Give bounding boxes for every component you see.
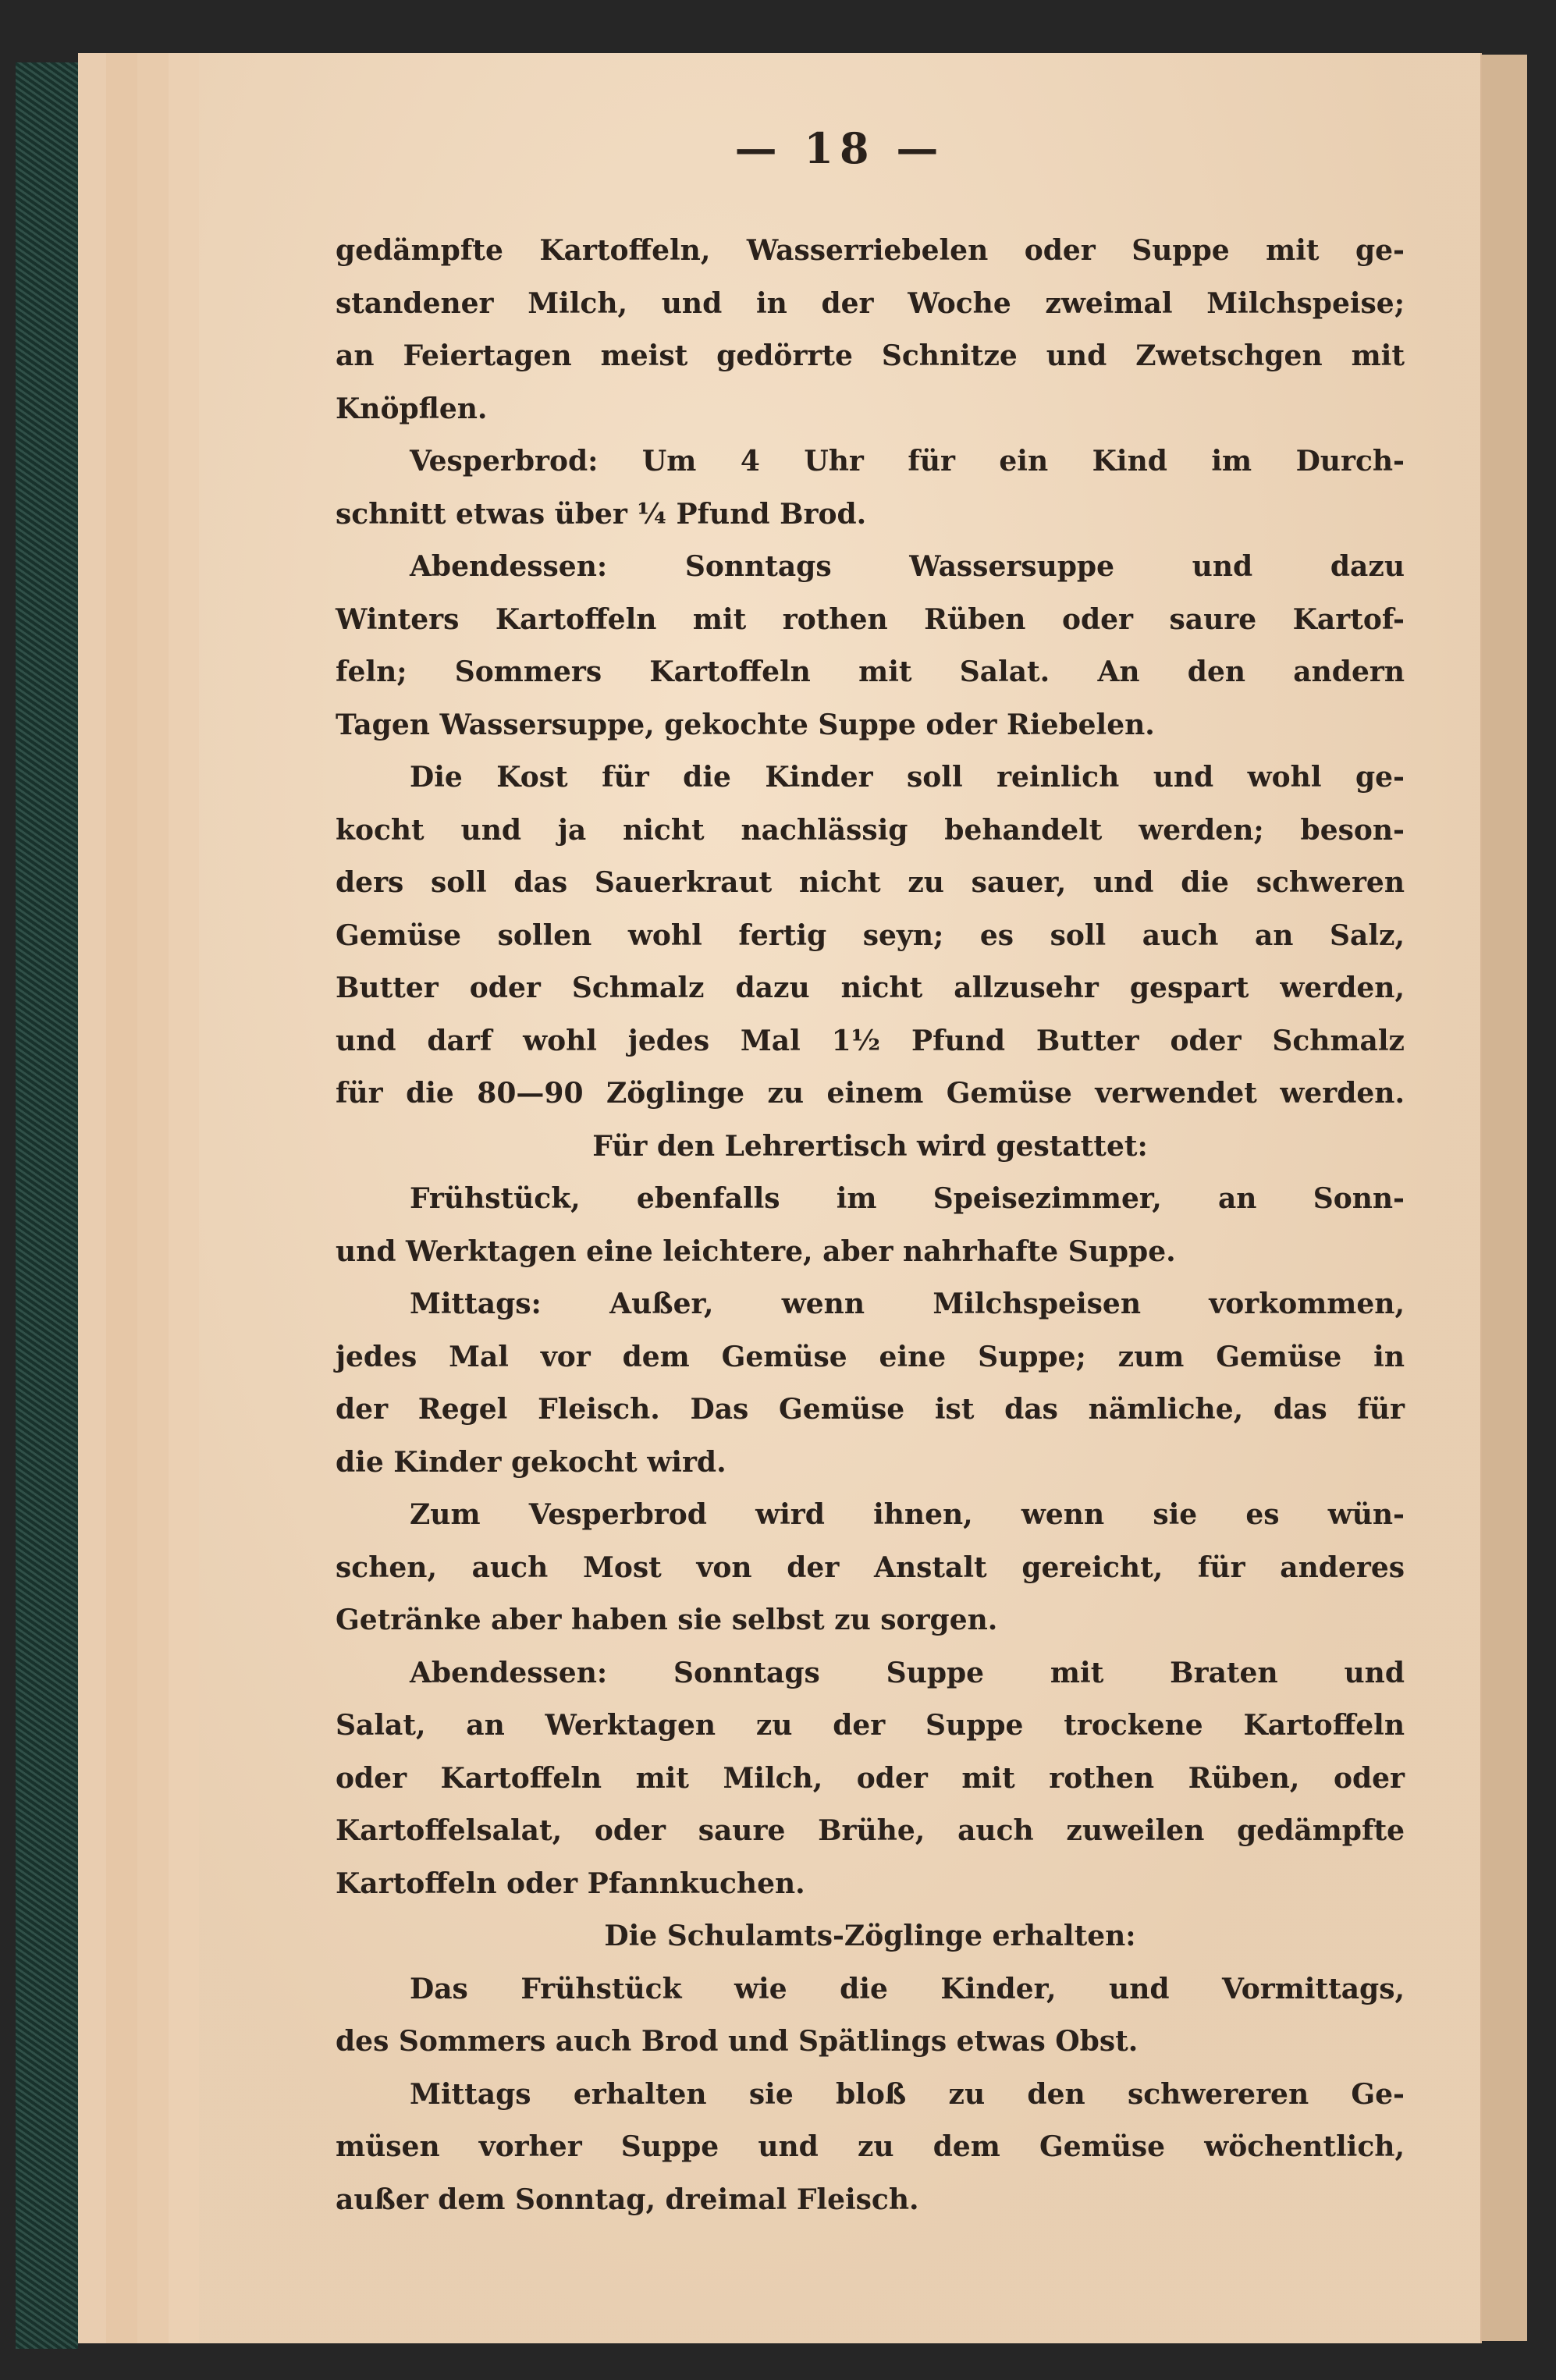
text-line: der Regel Fleisch. Das Gemüse ist das nämliche, das für xyxy=(336,1393,1405,1426)
text-line: und darf wohl jedes Mal 1½ Pfund Butter oder Schmalz xyxy=(336,1024,1405,1057)
text-line: Vesperbrod: Um 4 Uhr für ein Kind im Durch- xyxy=(410,445,1405,478)
text-line: Gemüse sollen wohl fertig seyn; es soll auch an Salz, xyxy=(336,918,1405,952)
book-cover-edge xyxy=(16,62,78,2349)
text-line: Tagen Wassersuppe, gekochte Suppe oder Riebelen. xyxy=(336,708,1155,741)
text-line: des Sommers auch Brod und Spätlings etwas Obst. xyxy=(336,2025,1139,2058)
text-line: Die Kost für die Kinder soll reinlich und wohl ge- xyxy=(410,761,1405,794)
text-line: feln; Sommers Kartoffeln mit Salat. An den andern xyxy=(336,655,1405,688)
text-line: müsen vorher Suppe und zu dem Gemüse wöchentlich, xyxy=(336,2130,1405,2163)
page-stack-edge xyxy=(137,53,169,2343)
text-line: Abendessen: Sonntags Wassersuppe und dazu xyxy=(410,550,1405,583)
page-stack-edge xyxy=(106,53,138,2343)
text-line: oder Kartoffeln mit Milch, oder mit rothen Rüben, oder xyxy=(336,1761,1405,1795)
text-line: Mittags: Außer, wenn Milchspeisen vorkommen, xyxy=(410,1288,1405,1320)
text-line: Kartoffelsalat, oder saure Brühe, auch zuweilen gedämpfte xyxy=(336,1814,1405,1847)
text-line: schen, auch Most von der Anstalt gereicht, für anderes xyxy=(336,1551,1405,1584)
text-line: Mittags erhalten sie bloß zu den schwereren Ge- xyxy=(410,2077,1405,2111)
text-line: standener Milch, und in der Woche zweimal Milchspeise; xyxy=(336,286,1405,320)
section-heading: Für den Lehrertisch wird gestattet: xyxy=(592,1129,1148,1163)
page-stack-edge xyxy=(169,53,200,2343)
text-line: Kartoffeln oder Pfannkuchen. xyxy=(336,1867,805,1900)
section-heading: Die Schulamts-Zöglinge erhalten: xyxy=(604,1920,1136,1952)
facing-page-edge xyxy=(1480,55,1527,2341)
text-line: kocht und ja nicht nachlässig behandelt werden; beson- xyxy=(336,813,1405,847)
text-line: für die 80—90 Zöglinge zu einem Gemüse verwendet werden. xyxy=(336,1077,1405,1110)
page-text xyxy=(336,225,1405,2226)
text-line: Getränke aber haben sie selbst zu sorgen. xyxy=(336,1604,998,1636)
text-line: die Kinder gekocht wird. xyxy=(336,1445,726,1479)
page-number: — 18 — xyxy=(734,123,945,173)
text-line: Zum Vesperbrod wird ihnen, wenn sie es wün- xyxy=(410,1498,1405,1531)
text-line: ders soll das Sauerkraut nicht zu sauer, und die schweren xyxy=(336,866,1405,899)
text-line: an Feiertagen meist gedörrte Schnitze und Zwetschgen mit xyxy=(336,339,1405,372)
text-line: gedämpfte Kartoffeln, Wasserriebelen oder Suppe mit ge- xyxy=(336,234,1405,267)
text-line: Abendessen: Sonntags Suppe mit Braten und xyxy=(410,1656,1405,1689)
text-line: Winters Kartoffeln mit rothen Rüben oder saure Kartof- xyxy=(336,602,1405,636)
text-line: und Werktagen eine leichtere, aber nahrhafte Suppe. xyxy=(336,1234,1176,1268)
text-line: Salat, an Werktagen zu der Suppe trockene Kartoffeln xyxy=(336,1709,1405,1742)
text-line: außer dem Sonntag, dreimal Fleisch. xyxy=(336,2183,919,2216)
text-line: Knöpflen. xyxy=(336,392,488,425)
page-stack-edge xyxy=(78,53,107,2343)
text-line: jedes Mal vor dem Gemüse eine Suppe; zum Gemüse in xyxy=(336,1340,1405,1373)
text-line: Frühstück, ebenfalls im Speisezimmer, an Sonn- xyxy=(410,1182,1405,1215)
text-line: Das Frühstück wie die Kinder, und Vormittags, xyxy=(410,1972,1405,2005)
text-line: Butter oder Schmalz dazu nicht allzusehr gespart werden, xyxy=(336,972,1405,1004)
book-page xyxy=(199,53,1480,2343)
text-line: schnitt etwas über ¼ Pfund Brod. xyxy=(336,497,867,531)
